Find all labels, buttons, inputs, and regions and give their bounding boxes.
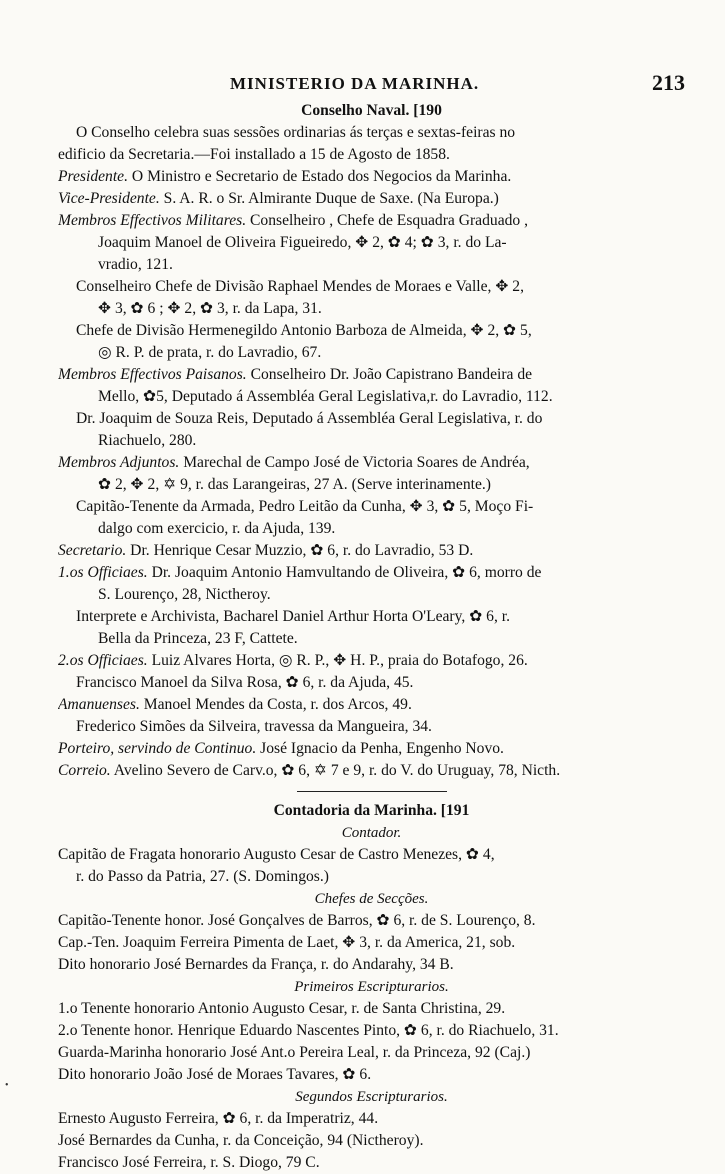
entry-label: Presidente. (58, 168, 129, 185)
entry-text: Marechal de Campo José de Victoria Soares de Andréa, (179, 454, 530, 471)
entry-line: dalgo com exercicio, r. da Ajuda, 139. (98, 520, 336, 537)
paragraph-line: O Conselho celebra suas sessões ordinarias ás terças e sextas-feiras no (76, 124, 516, 141)
entry-line: 1.o Tenente honorario Antonio Augusto Cesar, r. de Santa Christina, 29. (58, 1000, 506, 1017)
entry-line: Bella da Princeza, 23 F, Cattete. (98, 630, 298, 647)
running-title: MINISTERIO DA MARINHA. (230, 74, 480, 93)
entry-label: Membros Effectivos Militares. (58, 212, 247, 229)
entry-line: José Bernardes da Cunha, r. da Conceição, 94 (Nictheroy). (58, 1132, 424, 1149)
entry-line: Ernesto Augusto Ferreira, ✿ 6, r. da Imperatriz, 44. (58, 1110, 379, 1127)
entry-label: Amanuenses. (58, 696, 140, 713)
entry-line (58, 540, 685, 562)
entry-line: Capitão-Tenente honor. José Gonçalves de Barros, ✿ 6, r. de S. Lourenço, 8. (58, 912, 536, 929)
entry-text: Conselheiro Dr. João Capistrano Bandeira de (246, 366, 533, 383)
entry-line (58, 188, 685, 210)
entry-line: Capitão de Fragata honorario Augusto Cesar de Castro Menezes, ✿ 4, (58, 846, 495, 863)
entry-line (58, 694, 685, 716)
entry-label: Membros Effectivos Paisanos. (58, 366, 247, 383)
section-heading: Contadoria da Marinha. [191 (273, 802, 470, 819)
entry-label: 2.os Officiaes. (58, 652, 148, 669)
entry-line: S. Lourenço, 28, Nictheroy. (98, 586, 271, 603)
entry-line (58, 738, 685, 760)
entry-line: Interprete e Archivista, Bacharel Daniel Arthur Horta O'Leary, ✿ 6, r. (76, 608, 510, 625)
entry-line: ✿ 2, ✥ 2, ✡ 9, r. das Larangeiras, 27 A. (Serve interinamente.) (98, 476, 491, 493)
entry-line: Chefe de Divisão Hermenegildo Antonio Barboza de Almeida, ✥ 2, ✿ 5, (76, 322, 532, 339)
entry-line: Conselheiro Chefe de Divisão Raphael Mendes de Moraes e Valle, ✥ 2, (76, 278, 524, 295)
entry-label: 1.os Officiaes. (58, 564, 148, 581)
entry-line: Riachuelo, 280. (98, 432, 197, 449)
entry-line (58, 452, 685, 474)
entry-line: 2.o Tenente honor. Henrique Eduardo Nascentes Pinto, ✿ 6, r. do Riachuelo, 31. (58, 1022, 559, 1039)
section-divider (297, 791, 447, 792)
entry-text: S. A. R. o Sr. Almirante Duque de Saxe. (Na Europa.) (159, 190, 499, 207)
entry-label: Membros Adjuntos. (58, 454, 180, 471)
entry-line (58, 562, 685, 584)
entry-text: Dr. Joaquim Antonio Hamvultando de Oliveira, ✿ 6, morro de (147, 564, 542, 581)
entry-text: Avelino Severo de Carv.o, ✿ 6, ✡ 7 e 9, r. do V. do Uruguay, 78, Nicth. (110, 762, 561, 779)
subsection-heading: Primeiros Escripturarios. (294, 979, 449, 995)
entry-label: Porteiro, servindo de Continuo. (58, 740, 257, 757)
entry-text: José Ignacio da Penha, Engenho Novo. (256, 740, 504, 757)
section-contadoria (58, 800, 685, 1174)
entry-line: Joaquim Manoel de Oliveira Figueiredo, ✥ 2, ✿ 4; ✿ 3, r. do La- (98, 234, 507, 251)
entry-line: Francisco Manoel da Silva Rosa, ✿ 6, r. da Ajuda, 45. (76, 674, 414, 691)
entry-line (58, 166, 685, 188)
entry-line: Dr. Joaquim de Souza Reis, Deputado á Assembléa Geral Legislativa, r. do (76, 410, 543, 427)
subsection-heading: Chefes de Secções. (314, 891, 429, 907)
entry-line: ✥ 3, ✿ 6 ; ✥ 2, ✿ 3, r. da Lapa, 31. (98, 300, 322, 317)
entry-line: Mello, ✿5, Deputado á Assembléa Geral Legislativa,r. do Lavradio, 112. (98, 388, 553, 405)
entry-line: r. do Passo da Patria, 27. (S. Domingos.) (76, 868, 329, 885)
entry-text: Luiz Alvares Horta, ◎ R. P., ✥ H. P., praia do Botafogo, 26. (147, 652, 528, 669)
entry-text: O Ministro e Secretario de Estado dos Negocios da Marinha. (128, 168, 512, 185)
entry-line (58, 650, 685, 672)
entry-line: Francisco José Ferreira, r. S. Diogo, 79 C. (58, 1154, 320, 1171)
entry-line (58, 210, 685, 232)
paragraph-line: edificio da Secretaria.—Foi installado a 15 de Agosto de 1858. (58, 146, 450, 163)
section-heading: Conselho Naval. [190 (301, 102, 442, 119)
entry-line: Capitão-Tenente da Armada, Pedro Leitão da Cunha, ✥ 3, ✿ 5, Moço Fi- (76, 498, 534, 515)
entry-line (58, 364, 685, 386)
entry-line: vradio, 121. (98, 256, 173, 273)
margin-mark: • (5, 1080, 9, 1091)
subsection-heading: Contador. (341, 825, 402, 841)
entry-line: ◎ R. P. de prata, r. do Lavradio, 67. (98, 344, 322, 361)
entry-label: Vice-Presidente. (58, 190, 160, 207)
entry-line: Guarda-Marinha honorario José Ant.o Pereira Leal, r. da Princeza, 92 (Caj.) (58, 1044, 531, 1061)
entry-line: Cap.-Ten. Joaquim Ferreira Pimenta de Laet, ✥ 3, r. da America, 21, sob. (58, 934, 516, 951)
entry-line: Dito honorario João José de Moraes Tavares, ✿ 6. (58, 1066, 372, 1083)
entry-line: Frederico Simões da Silveira, travessa da Mangueira, 34. (76, 718, 432, 735)
entry-label: Correio. (58, 762, 111, 779)
entry-text: Conselheiro , Chefe de Esquadra Graduado , (246, 212, 529, 229)
entry-line: Dito honorario José Bernardes da França, r. do Andarahy, 34 B. (58, 956, 454, 973)
running-header (58, 70, 685, 100)
entry-label: Secretario. (58, 542, 127, 559)
entry-text: Dr. Henrique Cesar Muzzio, ✿ 6, r. do Lavradio, 53 D. (126, 542, 474, 559)
entry-text: Manoel Mendes da Costa, r. dos Arcos, 49. (139, 696, 412, 713)
subsection-heading: Segundos Escripturarios. (295, 1089, 448, 1105)
entry-line (58, 760, 685, 782)
page-number: 213 (652, 70, 685, 95)
section-conselho-naval (58, 100, 685, 782)
